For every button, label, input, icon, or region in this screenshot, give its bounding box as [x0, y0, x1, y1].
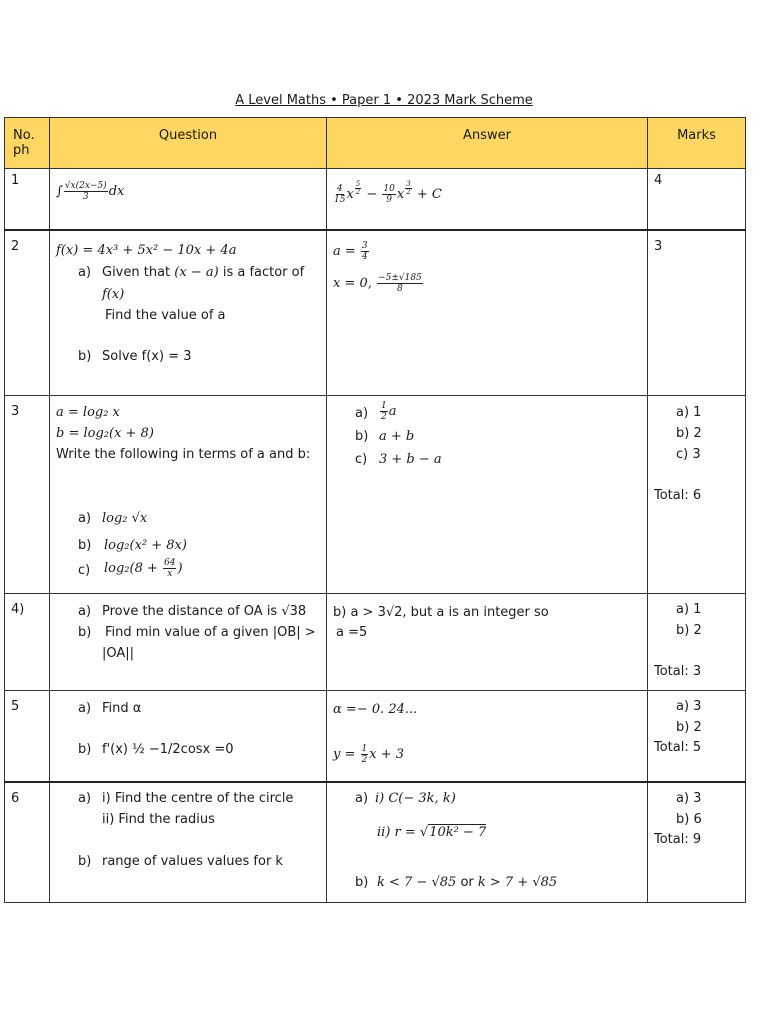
marks-part-a: a) 3 [676, 699, 702, 714]
part-label: a) [355, 790, 369, 806]
marks-part-b: b) 2 [676, 720, 702, 735]
table-row [5, 691, 746, 782]
row-number: 6 [11, 790, 20, 806]
header-row [5, 118, 746, 169]
marks-part-b: b) 6 [676, 811, 702, 827]
part-label: a) [78, 790, 92, 806]
answer-integral: $\frac{4}{15}$ x $\frac{5}{2}$ − $\frac{10}{9}$ x $\frac{3}{2}$ + C [334, 180, 442, 205]
header-marks: Marks [648, 118, 746, 169]
table-row [5, 782, 746, 903]
table-row [5, 169, 746, 230]
question-part-a-ii: ii) Find the radius [102, 811, 215, 827]
question-integral: ∫ $\frac{√x(2x-5)}{3}$ dx [56, 181, 125, 202]
marks-part-a: a) 1 [676, 405, 702, 420]
marks-total: Total: 9 [654, 831, 702, 847]
row-number: 3 [11, 404, 20, 419]
question-part-b: f'(x) ½ −1/2cosx =0 [102, 742, 234, 757]
question-part-b: range of values values for k [102, 853, 283, 869]
answer-line1: b) a > 3√2, but a is an integer so [333, 605, 549, 620]
marks-part-c: c) 3 [676, 447, 701, 462]
question-part-b: Find min value of a given |OB| > [105, 625, 316, 640]
answer-part-c: 3 + b − a [379, 452, 442, 467]
part-label: b) [355, 874, 369, 890]
marks-part-b: b) 2 [676, 623, 702, 638]
marks-part-a: a) 3 [676, 790, 702, 806]
question-part-a: Given that (x − a) is a factor of [102, 264, 305, 280]
part-label: a) [78, 264, 92, 280]
marks-value: 3 [654, 238, 663, 254]
part-label: b) [78, 348, 92, 364]
question-part-a-line3: Find the value of a [105, 307, 226, 323]
document-title: A Level Maths • Paper 1 • 2023 Mark Scheme [235, 93, 533, 108]
part-label: c) [78, 563, 91, 578]
answer-part-b: k < 7 − √85 or k > 7 + √85 [377, 874, 558, 890]
answer-part-a: α =− 0. 24... [333, 702, 418, 717]
answer-line2: a =5 [336, 625, 368, 640]
question-part-a: Prove the distance of OA is √38 [102, 604, 307, 619]
answer-part-a-ii: ii) r = √10k² − 7 [377, 824, 487, 840]
part-label: b) [78, 538, 92, 553]
question-function: f(x) = 4x³ + 5x² − 10x + 4a [56, 242, 237, 258]
marks-total: Total: 3 [654, 664, 702, 679]
marks-total: Total: 5 [654, 740, 702, 755]
part-label: b) [78, 742, 92, 757]
header-no: No. ph [5, 118, 50, 169]
row-number: 4) [11, 602, 25, 617]
part-label: c) [355, 452, 368, 467]
answer-part-a: $\frac{1}{2}$ a [381, 401, 397, 422]
mark-scheme-table [4, 117, 746, 903]
answer-part-a: a = $\frac{3}{4}$ [333, 240, 368, 262]
question-part-c: log₂(8 + $\frac{64}{x}$ ) [104, 558, 183, 579]
table-row [5, 230, 746, 396]
header-answer: Answer [327, 118, 648, 169]
question-part-a-line2: f(x) [102, 286, 125, 302]
question-part-a: Find α [102, 701, 142, 716]
part-label: a) [355, 406, 369, 421]
row-number: 5 [11, 699, 20, 714]
answer-part-b: x = 0, $\frac{-5\pm√185}{8}$ [333, 272, 422, 294]
header-question: Question [50, 118, 327, 169]
row-number: 2 [11, 238, 20, 254]
question-def-b: b = log₂(x + 8) [56, 426, 154, 441]
part-label: a) [78, 604, 92, 619]
part-label: b) [78, 625, 92, 640]
table-row [5, 396, 746, 594]
answer-part-b: y = $\frac{1}{2}$ x + 3 [333, 744, 405, 765]
answer-part-a-i: i) C(− 3k, k) [375, 790, 456, 806]
part-label: b) [78, 853, 92, 869]
marks-part-b: b) 2 [676, 426, 702, 441]
question-part-b: log₂(x² + 8x) [104, 538, 187, 553]
question-instruction: Write the following in terms of a and b: [56, 447, 311, 462]
marks-total: Total: 6 [654, 488, 702, 503]
question-def-a: a = log₂ x [56, 405, 120, 420]
part-label: a) [78, 701, 92, 716]
question-part-b: Solve f(x) = 3 [102, 348, 192, 364]
question-part-a-i: i) Find the centre of the circle [102, 790, 294, 806]
answer-part-b: a + b [379, 429, 415, 444]
question-part-b-line2: |OA|| [102, 646, 135, 661]
row-number: 1 [11, 173, 20, 188]
table-row [5, 594, 746, 691]
part-label: b) [355, 429, 369, 444]
part-label: a) [78, 511, 92, 526]
question-part-a: log₂ √x [102, 511, 148, 526]
marks-value: 4 [654, 173, 663, 188]
marks-part-a: a) 1 [676, 602, 702, 617]
